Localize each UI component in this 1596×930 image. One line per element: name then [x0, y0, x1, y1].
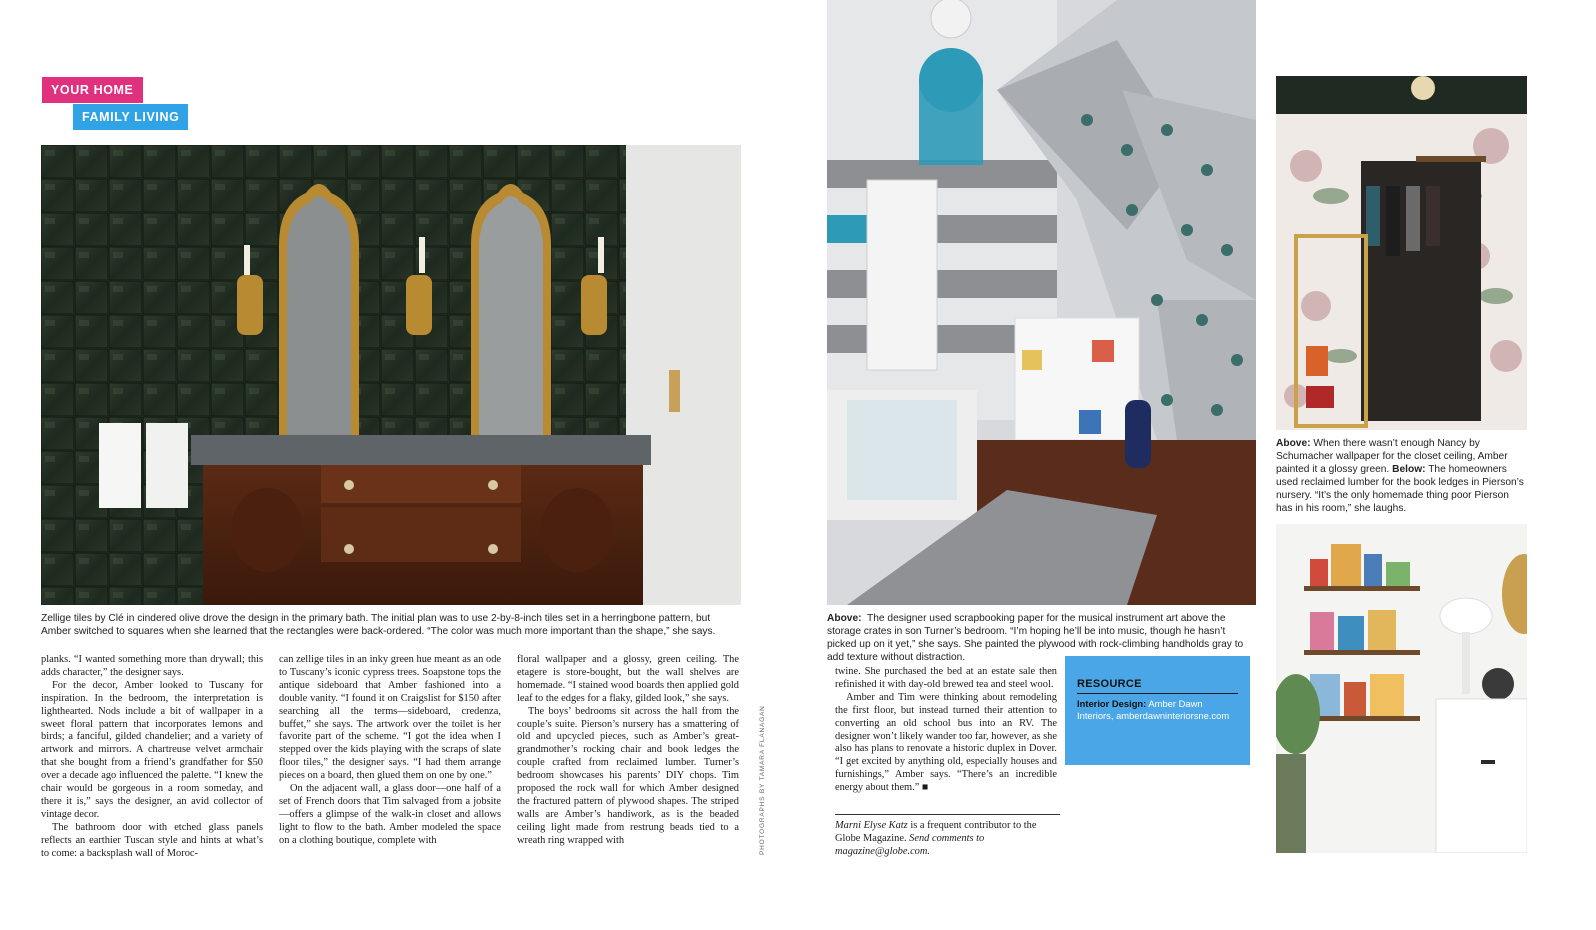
paragraph: floral wallpaper and a glossy, green ceiling. The etagere is store-bought, but the wall shelves are homemade. “I stained wood boards then applied gold leaf to the edges for a flaky, gilded look,” she says.: [517, 654, 739, 704]
body-column-4: [835, 666, 1057, 795]
bedroom-photo: [827, 0, 1256, 605]
paragraph: Amber and Tim were thinking about remodeling the first floor, but instead turned their attention to converting an old school bus into an RV. The designer won’t likely wander too far, however, as she also has plans to renovate a historic duplex in Dover. “I get excited by anything old, especially houses and furnishings,” Amber says. “There’s an incredible energy about them.” ■: [835, 691, 1057, 794]
resource-link[interactable]: Amber Dawn Interiors, amberdawninteriorsne.com: [1077, 698, 1230, 721]
book-ledges-photo: [1276, 524, 1527, 853]
resource-title: RESOURCE: [1077, 678, 1142, 690]
resource-box: [1065, 656, 1250, 765]
paragraph: For the decor, Amber looked to Tuscany for inspiration. In the bedroom, the interpretation is lighthearted. Nods include a bit of wallpaper in a sweet floral pattern that incorporates lemons and birds; a fanciful, gilded chandelier; and a variety of artwork and mirrors. A chartreuse velvet armchair that she bought from a friend’s grandfather for $50 over a decade ago influenced the palette. “I knew the chair would be gorgeous in a room someday, and there it is,” says the designer, an avid collector of vintage decor.: [41, 679, 263, 820]
author-name: Marni Elyse Katz: [835, 820, 908, 831]
bathroom-caption: Zellige tiles by Clé in cindered olive drove the design in the primary bath. The initial plan was to use 2-by-8-inch tiles set in a herringbone pattern, but Amber switched to squares when she learned that the rectangles were back-ordered. “The color was much more important than the shape,” she says.: [41, 613, 716, 637]
section-tag-your-home: YOUR HOME: [42, 77, 143, 103]
caption-text: The homeowners used reclaimed lumber for the book ledges in Pierson’s nursery. “It’s the only homemade thing poor Pierson has in his room,” she laughs.: [1276, 464, 1524, 514]
caption-text: The designer used scrapbooking paper for the musical instrument art above the storage crates in son Turner’s bedroom. “I’m hoping he’ll be into music, though he hasn’t picked up on it yet,” she says. She painted the plywood with rock-climbing handholds gray to add texture without distraction.: [827, 613, 1244, 663]
paragraph: can zellige tiles in an inky green hue meant as an ode to Tuscany’s iconic cypress trees. Soapstone tops the antique sideboard that Amber fashioned into a double vanity. “I found it on Craigslist for $150 after searching all the terms—sideboard, credenza, buffet,” she says. The artwork over the toilet is her favorite part of the scheme. “I got the idea when I stepped over the kids playing with the scraps of slate floor tiles,” the designer says. “I had them arrange pieces on a board, then glued them on one by one.”: [279, 654, 501, 782]
body-column-3: [517, 654, 739, 848]
section-tag-family-living: FAMILY LIVING: [73, 104, 188, 130]
paragraph: The boys’ bedrooms sit across the hall from the couple’s suite. Pierson’s nursery has a smattering of old and upcycled pieces, such as Amber’s great-grandmother’s rocking chair and book ledges the couple crafted from reclaimed lumber. Turner’s bedroom showcases his parents’ DIY chops. Tim proposed the rock wall for which Amber designed the fractured pattern of plywood shapes. The striped walls are Amber’s handiwork, as is the beaded ceiling light made from restrung beads tied to a wreath ring wrapped with: [517, 705, 739, 846]
bathroom-photo: [41, 145, 741, 605]
resource-rule: [1077, 693, 1238, 694]
resource-label: Interior Design:: [1077, 698, 1147, 709]
caption-lead: Below:: [1392, 464, 1426, 475]
caption-lead: Above:: [827, 613, 862, 624]
author-signoff: [835, 814, 1060, 858]
body-column-2: [279, 654, 501, 848]
caption-lead: Above:: [1276, 438, 1311, 449]
closet-photo: [1276, 76, 1527, 430]
paragraph: The bathroom door with etched glass panels reflects an earthier Tuscan style and hints at what’s to come: a backsplash wall of Moroc-: [41, 821, 263, 859]
author-bio: is a frequent contributor to the Globe Magazine.: [835, 820, 1037, 844]
resource-body: [1077, 698, 1238, 722]
caption-text: When there wasn’t enough Nancy by Schumacher wallpaper for the closet ceiling, Amber painted it a glossy green.: [1276, 438, 1508, 475]
send-comments: Send comments to magazine@globe.com.: [835, 833, 985, 857]
paragraph: twine. She purchased the bed at an estate sale then refinished it with day-old brewed tea and steel wool.: [835, 666, 1057, 690]
paragraph: On the adjacent wall, a glass door—one half of a set of French doors that Tim salvaged from a jobsite—offers a glimpse of the walk-in closet and allows light to flow to the bath. Amber modeled the space on a clothing boutique, complete with: [279, 783, 501, 846]
photo-credit-text: PHOTOGRAPHS BY TAMARA FLANAGAN: [759, 705, 766, 855]
body-column-1: [41, 654, 263, 861]
paragraph: planks. “I wanted something more than drywall; this adds character,” the designer says.: [41, 654, 263, 678]
photo-credit: [757, 705, 769, 857]
closet-caption: [1276, 437, 1527, 515]
